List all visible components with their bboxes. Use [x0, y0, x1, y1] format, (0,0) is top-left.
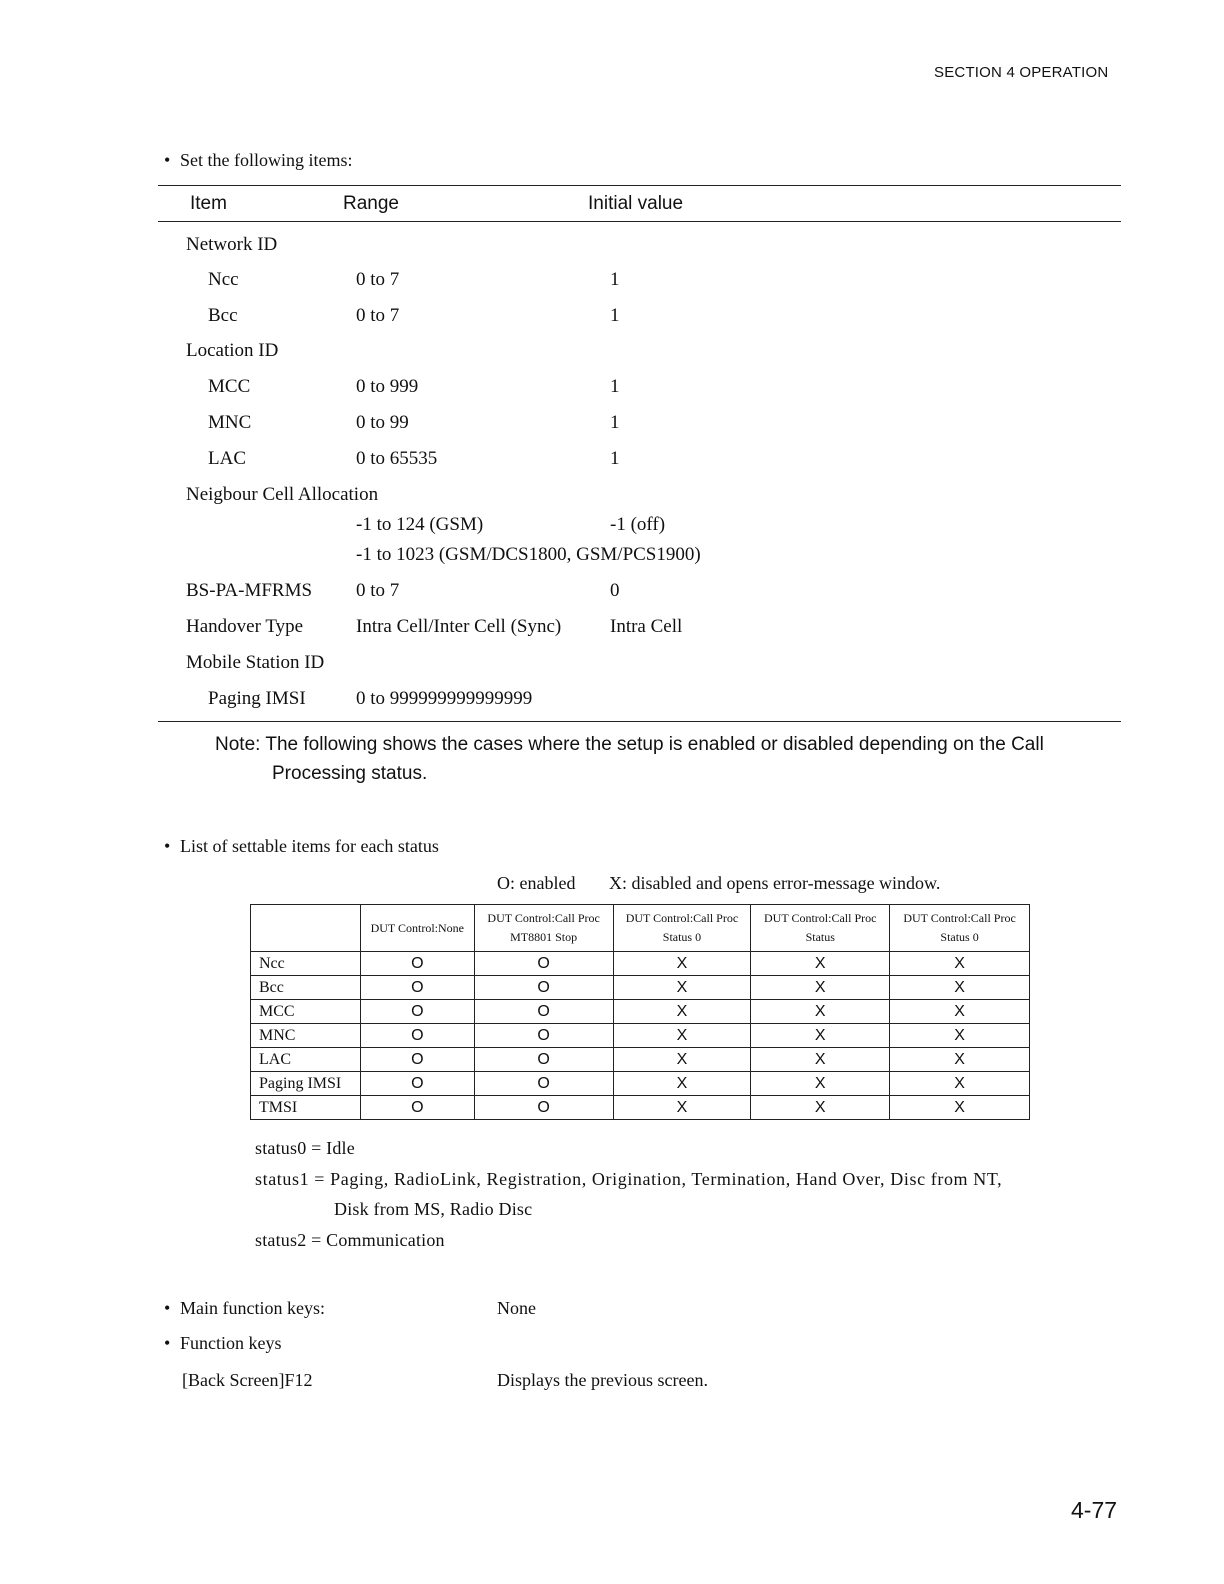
- status-row-label: TMSI: [251, 1096, 361, 1120]
- bullet-dot: •: [164, 836, 171, 856]
- status-mark: X: [890, 1072, 1030, 1096]
- row-range-bcc: 0 to 7: [356, 305, 400, 326]
- main-function-keys: [164, 1298, 325, 1319]
- status-mark: O: [474, 1000, 613, 1024]
- status-header-dut-none: DUT Control:None: [360, 905, 474, 952]
- intro-bullet-text: Set the following items:: [180, 150, 353, 170]
- row-label-mobile-station-id: Mobile Station ID: [186, 652, 325, 673]
- status-mark: X: [613, 1096, 751, 1120]
- status-mark: X: [890, 976, 1030, 1000]
- status-mark: X: [751, 1000, 890, 1024]
- table-row: [251, 1000, 1030, 1024]
- row-initial-mnc: 1: [610, 412, 620, 433]
- status-row-label: LAC: [251, 1048, 361, 1072]
- note-label: Note:: [215, 734, 261, 755]
- row-label-network-id: Network ID: [186, 234, 278, 255]
- bullet-dot: •: [164, 150, 171, 170]
- legend-disabled: X: disabled and opens error-message window.: [609, 873, 941, 893]
- status-mark: X: [890, 1000, 1030, 1024]
- table-row: [251, 976, 1030, 1000]
- status1-definition-continued: Disk from MS, Radio Disc: [334, 1199, 533, 1219]
- row-label-ncc: Ncc: [208, 269, 239, 290]
- status-mark: X: [890, 1024, 1030, 1048]
- legend-enabled: O: enabled: [497, 873, 576, 893]
- status-row-label: Ncc: [251, 952, 361, 976]
- status-mark: O: [360, 1000, 474, 1024]
- column-header-initial-value: Initial value: [588, 193, 684, 214]
- status2-definition: status2 = Communication: [255, 1230, 445, 1250]
- status-mark: O: [474, 1096, 613, 1120]
- status-header-mt8801-stop: DUT Control:Call Proc MT8801 Stop: [474, 905, 613, 952]
- status-mark: X: [890, 952, 1030, 976]
- function-keys: [164, 1333, 282, 1354]
- status-mark: X: [890, 1048, 1030, 1072]
- status-mark: X: [751, 952, 890, 976]
- status-mark: X: [613, 952, 751, 976]
- back-screen-key: [Back Screen]F12: [182, 1370, 313, 1390]
- status-mark: X: [613, 976, 751, 1000]
- row-range-mnc: 0 to 99: [356, 412, 409, 433]
- row-initial-handover-type: Intra Cell: [610, 616, 683, 637]
- main-function-keys-label: Main function keys:: [180, 1298, 325, 1318]
- status-mark: O: [474, 976, 613, 1000]
- column-header-item: Item: [190, 193, 227, 214]
- list-bullet-text: List of settable items for each status: [180, 836, 439, 856]
- status-mark: O: [474, 1048, 613, 1072]
- row-label-handover-type: Handover Type: [186, 616, 304, 637]
- row-range-ncell-dcs-pcs: -1 to 1023 (GSM/DCS1800, GSM/PCS1900): [356, 544, 701, 565]
- status-header-corner: [251, 905, 361, 952]
- table-row: [251, 1072, 1030, 1096]
- status-mark: X: [751, 1072, 890, 1096]
- bullet-dot: •: [164, 1298, 171, 1318]
- row-range-lac: 0 to 65535: [356, 448, 438, 469]
- status-mark: O: [360, 1048, 474, 1072]
- note-line2: Processing status.: [272, 763, 428, 784]
- row-label-mnc: MNC: [208, 412, 252, 433]
- settings-table-top-rule: [158, 185, 1121, 186]
- page-number: 4-77: [1071, 1497, 1118, 1523]
- row-label-paging-imsi: Paging IMSI: [208, 688, 306, 709]
- status-mark: X: [890, 1096, 1030, 1120]
- status-mark: O: [360, 1096, 474, 1120]
- status-header-status0-a: DUT Control:Call Proc Status 0: [613, 905, 751, 952]
- status-mark: X: [613, 1000, 751, 1024]
- row-range-handover-type: Intra Cell/Inter Cell (Sync): [356, 616, 562, 637]
- status-mark: X: [751, 1048, 890, 1072]
- status-mark: X: [613, 1072, 751, 1096]
- section-header: SECTION 4 OPERATION: [934, 64, 1109, 81]
- row-initial-bs-pa-mfrms: 0: [610, 580, 620, 601]
- status-row-label: MNC: [251, 1024, 361, 1048]
- row-initial-ncell: -1 (off): [610, 514, 666, 535]
- intro-bullet: [164, 150, 353, 171]
- row-range-bs-pa-mfrms: 0 to 7: [356, 580, 400, 601]
- status-table-header-row: [251, 905, 1030, 952]
- status-row-label: MCC: [251, 1000, 361, 1024]
- note: [215, 730, 1115, 788]
- column-header-range: Range: [343, 193, 399, 214]
- status1-definition: status1 = Paging, RadioLink, Registration, Origination, Termination, Hand Over, Disc from NT,: [255, 1169, 1003, 1189]
- row-range-mcc: 0 to 999: [356, 376, 419, 397]
- table-row: [251, 1048, 1030, 1072]
- status-row-label: Paging IMSI: [251, 1072, 361, 1096]
- status-mark: X: [751, 1096, 890, 1120]
- status-table: [250, 904, 1030, 1120]
- status-mark: X: [751, 1024, 890, 1048]
- row-label-neighbour-cell-allocation: Neigbour Cell Allocation: [186, 484, 379, 505]
- back-screen-description: Displays the previous screen.: [497, 1370, 708, 1390]
- table-row: [251, 952, 1030, 976]
- row-label-lac: LAC: [208, 448, 246, 469]
- row-initial-lac: 1: [610, 448, 620, 469]
- settings-table-header-rule: [158, 221, 1121, 222]
- status-mark: O: [474, 952, 613, 976]
- settings-table-bottom-rule: [158, 721, 1121, 722]
- row-initial-bcc: 1: [610, 305, 620, 326]
- status-mark: O: [360, 1024, 474, 1048]
- status-mark: X: [751, 976, 890, 1000]
- row-range-paging-imsi: 0 to 999999999999999: [356, 688, 533, 709]
- bullet-dot: •: [164, 1333, 171, 1353]
- status-mark: O: [360, 952, 474, 976]
- status-mark: X: [613, 1048, 751, 1072]
- status0-definition: status0 = Idle: [255, 1138, 355, 1158]
- status-header-status: DUT Control:Call Proc Status: [751, 905, 890, 952]
- table-row: [251, 1024, 1030, 1048]
- status-mark: O: [474, 1024, 613, 1048]
- note-line1: The following shows the cases where the setup is enabled or disabled depending on the Call: [265, 734, 1044, 755]
- table-row: [251, 1096, 1030, 1120]
- status-mark: O: [360, 976, 474, 1000]
- status-header-status0-b: DUT Control:Call Proc Status 0: [890, 905, 1030, 952]
- row-initial-ncc: 1: [610, 269, 620, 290]
- status-mark: X: [613, 1024, 751, 1048]
- row-label-mcc: MCC: [208, 376, 251, 397]
- row-initial-mcc: 1: [610, 376, 620, 397]
- row-range-ncell-gsm: -1 to 124 (GSM): [356, 514, 484, 535]
- status-mark: O: [360, 1072, 474, 1096]
- status-row-label: Bcc: [251, 976, 361, 1000]
- row-range-ncc: 0 to 7: [356, 269, 400, 290]
- list-bullet: [164, 836, 439, 857]
- row-label-bcc: Bcc: [208, 305, 238, 326]
- status-mark: O: [474, 1072, 613, 1096]
- function-keys-label: Function keys: [180, 1333, 282, 1353]
- row-label-location-id: Location ID: [186, 340, 279, 361]
- main-function-keys-value: None: [497, 1298, 536, 1318]
- row-label-bs-pa-mfrms: BS-PA-MFRMS: [186, 580, 313, 601]
